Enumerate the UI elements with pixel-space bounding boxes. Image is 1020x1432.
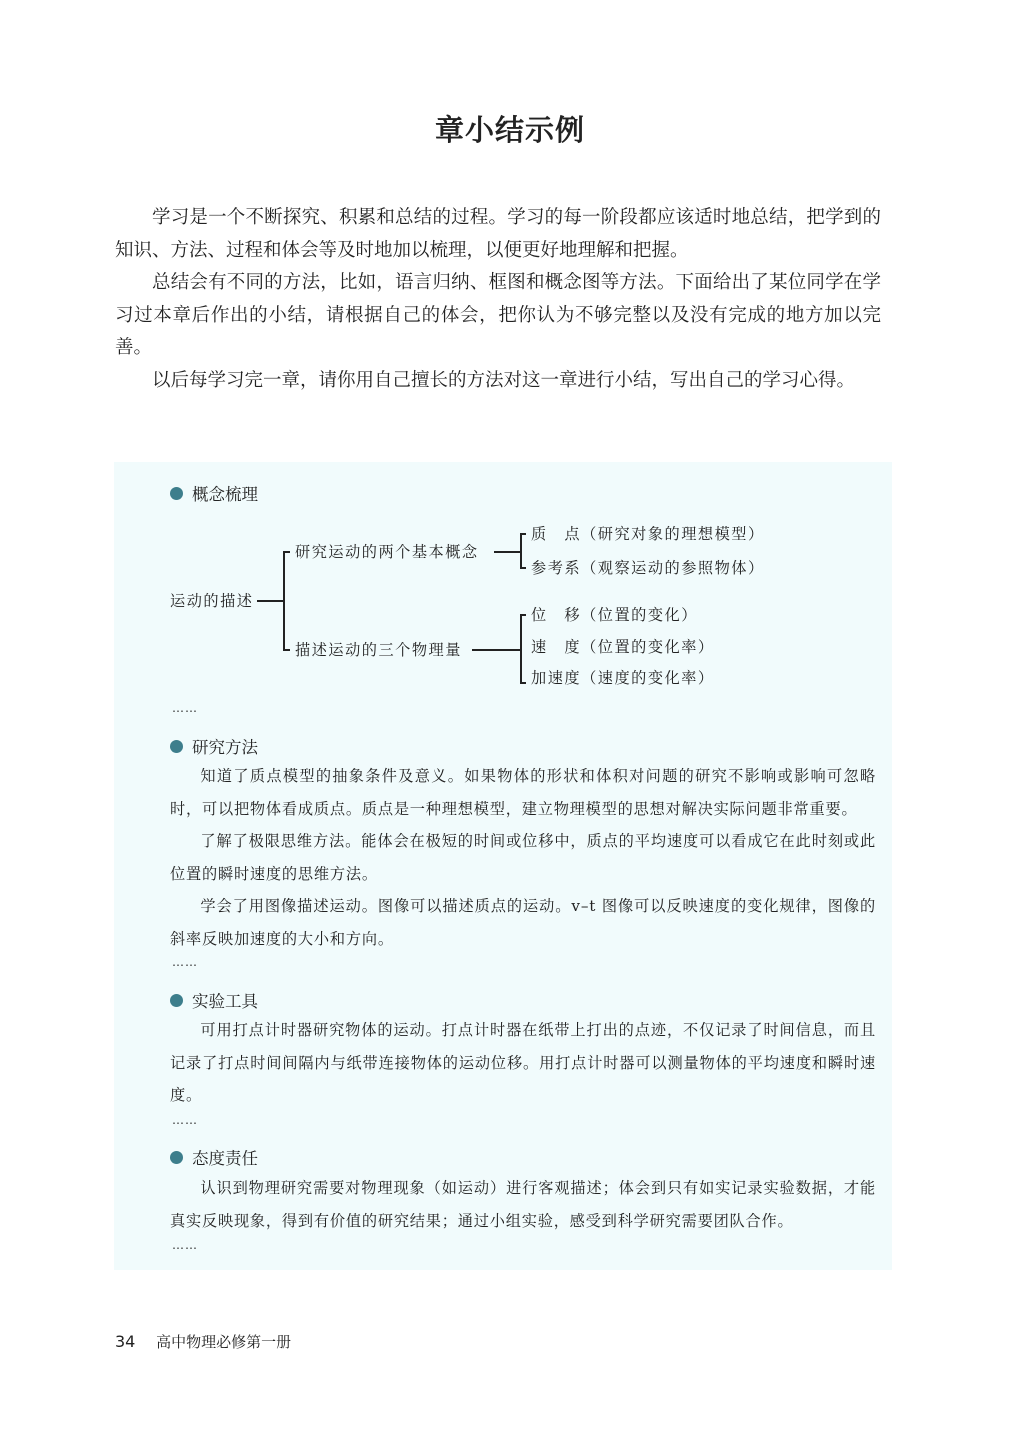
concept-root: 运动的描述 — [170, 592, 254, 610]
section-heading-methods: 研究方法 — [170, 734, 258, 758]
connector-tick — [283, 649, 290, 651]
concept-leaf: 质 点（研究对象的理想模型） — [531, 525, 765, 543]
concept-leaf: 加速度（速度的变化率） — [531, 669, 715, 687]
ellipsis: …… — [172, 701, 198, 715]
section-heading-attitude: 态度责任 — [170, 1145, 258, 1169]
section-heading-concepts: 概念梳理 — [170, 481, 258, 505]
tools-text — [170, 1014, 876, 1112]
connector-tick — [283, 551, 290, 553]
concept-branch: 研究运动的两个基本概念 — [295, 543, 479, 561]
body-paragraph: 学会了用图像描述运动。图像可以描述质点的运动。v–t 图像可以反映速度的变化规律，图像的斜率反映加速度的大小和方向。 — [170, 897, 876, 948]
ellipsis: …… — [172, 955, 198, 969]
connector-bracket — [520, 533, 522, 569]
concept-leaf: 参考系（观察运动的参照物体） — [531, 559, 765, 577]
connector-line — [472, 649, 521, 651]
bullet-dot-icon — [170, 740, 183, 753]
book-title: 高中物理必修第一册 — [156, 1333, 292, 1351]
attitude-text — [170, 1172, 876, 1237]
concept-leaf: 位 移（位置的变化） — [531, 606, 698, 624]
concept-leaf: 速 度（位置的变化率） — [531, 638, 715, 656]
page-footer — [115, 1331, 291, 1352]
connector-tick — [520, 614, 526, 616]
connector-line — [257, 600, 284, 602]
body-paragraph: 了解了极限思维方法。能体会在极短的时间或位移中，质点的平均速度可以看成它在此时刻或此位置的瞬时速度的思维方法。 — [170, 832, 876, 883]
bullet-dot-icon — [170, 1151, 183, 1164]
connector-tick — [520, 533, 526, 535]
ellipsis: …… — [172, 1238, 198, 1252]
body-paragraph: 认识到物理研究需要对物理现象（如运动）进行客观描述；体会到只有如实记录实验数据，才能真实反映现象，得到有价值的研究结果；通过小组实验，感受到科学研究需要团队合作。 — [170, 1179, 876, 1230]
body-paragraph: 可用打点计时器研究物体的运动。打点计时器在纸带上打出的点迹，不仅记录了时间信息，而且记录了打点时间间隔内与纸带连接物体的运动位移。用打点计时器可以测量物体的平均速度和瞬时速度。 — [170, 1021, 876, 1104]
page-number: 34 — [115, 1332, 136, 1351]
concept-branch: 描述运动的三个物理量 — [295, 641, 462, 659]
connector-bracket — [520, 614, 522, 684]
methods-text — [170, 760, 876, 955]
summary-panel — [114, 462, 892, 1270]
ellipsis: …… — [172, 1113, 198, 1127]
intro-text — [115, 202, 881, 397]
intro-paragraph: 以后每学习完一章，请你用自己擅长的方法对这一章进行小结，写出自己的学习心得。 — [152, 369, 856, 391]
section-heading-tools: 实验工具 — [170, 988, 258, 1012]
connector-line — [494, 551, 521, 553]
intro-paragraph: 学习是一个不断探究、积累和总结的过程。学习的每一阶段都应该适时地总结，把学到的知识、方法、过程和体会等及时地加以梳理，以便更好地理解和把握。 — [115, 207, 881, 261]
concept-map — [114, 462, 892, 722]
bullet-dot-icon — [170, 994, 183, 1007]
page-title: 章小结示例 — [434, 113, 585, 147]
connector-tick — [520, 567, 526, 569]
connector-bracket — [283, 551, 285, 651]
body-paragraph: 知道了质点模型的抽象条件及意义。如果物体的形状和体积对问题的研究不影响或影响可忽略时，可以把物体看成质点。质点是一种理想模型，建立物理模型的思想对解决实际问题非常重要。 — [170, 767, 876, 818]
intro-paragraph: 总结会有不同的方法，比如，语言归纳、框图和概念图等方法。下面给出了某位同学在学习过本章后作出的小结，请根据自己的体会，把你认为不够完整以及没有完成的地方加以完善。 — [115, 272, 881, 358]
connector-tick — [520, 682, 526, 684]
